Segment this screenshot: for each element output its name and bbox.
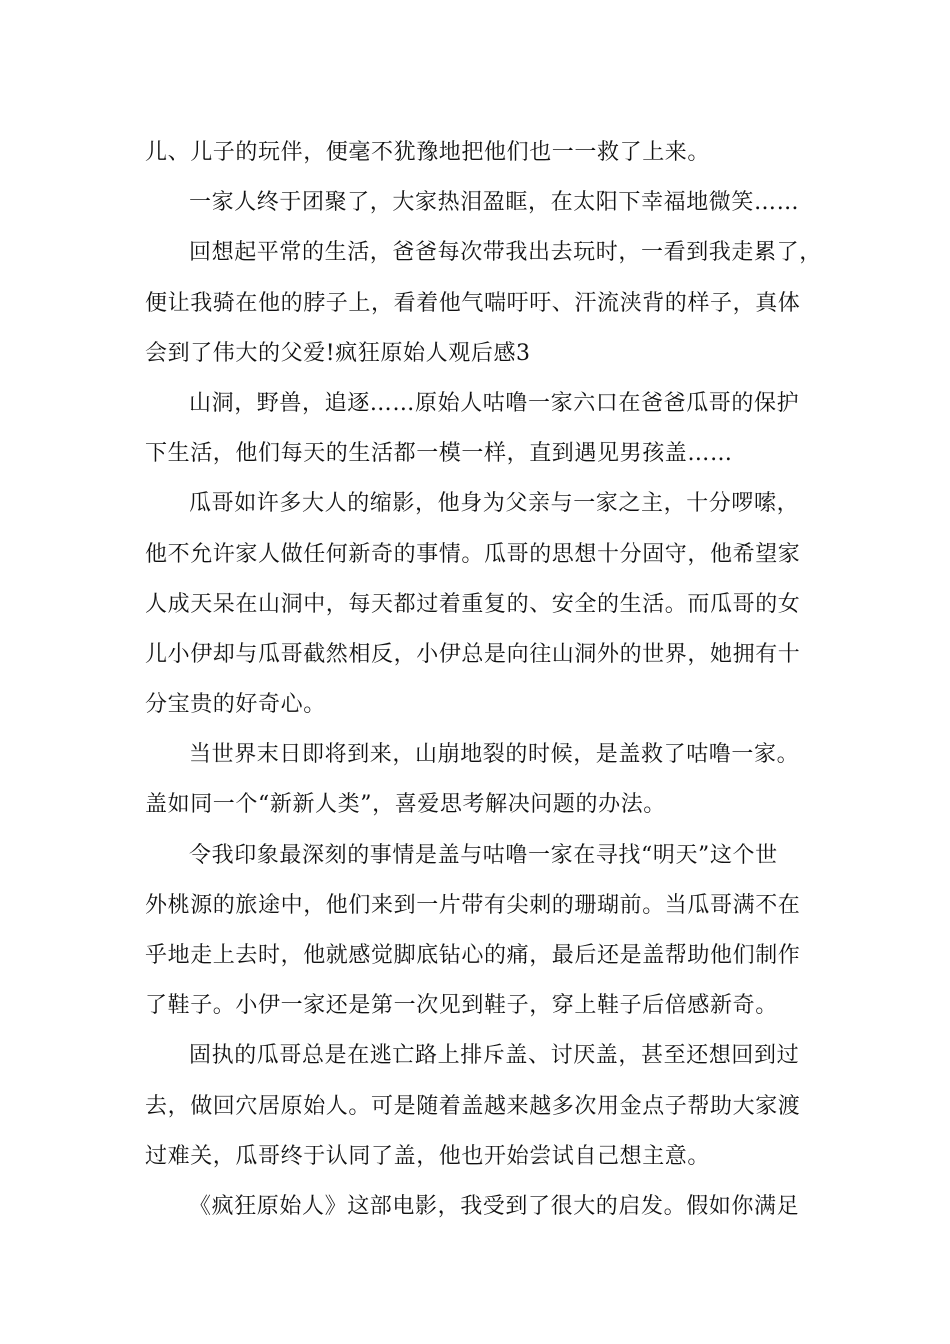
text-line-10: 人成天呆在山洞中，每天都过着重复的、安全的生活。而瓜哥的女: [145, 591, 801, 617]
text-line-3: 回想起平常的生活，爸爸每次带我出去玩时，一看到我走累了，: [189, 240, 822, 266]
text-line-9: 他不允许家人做任何新奇的事情。瓜哥的思想十分固守，他希望家: [145, 541, 801, 567]
text-line-2: 一家人终于团聚了，大家热泪盈眶，在太阳下幸福地微笑……: [189, 190, 800, 216]
text-line-16: 外桃源的旅途中，他们来到一片带有尖刺的珊瑚前。当瓜哥满不在: [145, 892, 801, 918]
text-line-15: 令我印象最深刻的事情是盖与咕噜一家在寻找“明天”这个世: [189, 842, 778, 868]
text-line-5: 会到了伟大的父爱!疯狂原始人观后感3: [145, 340, 531, 366]
text-line-12: 分宝贵的好奇心。: [145, 692, 326, 718]
text-line-22: 《疯狂原始人》这部电影，我受到了很大的启发。假如你满足: [189, 1193, 800, 1219]
text-line-1: 儿、儿子的玩伴，便毫不犹豫地把他们也一一救了上来。: [145, 140, 711, 165]
text-line-4: 便让我骑在他的脖子上，看着他气喘吁吁、汗流浃背的样子，真体: [145, 290, 801, 316]
text-line-7: 下生活，他们每天的生活都一模一样，直到遇见男孩盖……: [145, 441, 733, 467]
text-line-19: 固执的瓜哥总是在逃亡路上排斥盖、讨厌盖，甚至还想回到过: [189, 1043, 800, 1069]
text-line-21: 过难关，瓜哥终于认同了盖，他也开始尝试自己想主意。: [145, 1143, 711, 1169]
text-line-11: 儿小伊却与瓜哥截然相反，小伊总是向往山洞外的世界，她拥有十: [145, 641, 801, 667]
text-line-17: 乎地走上去时，他就感觉脚底钻心的痛，最后还是盖帮助他们制作: [145, 943, 801, 968]
text-line-14: 盖如同一个“新新人类”，喜爱思考解决问题的办法。: [145, 792, 666, 818]
text-line-6: 山洞，野兽，追逐……原始人咕噜一家六口在爸爸瓜哥的保护: [189, 390, 800, 416]
text-line-13: 当世界末日即将到来，山崩地裂的时候，是盖救了咕噜一家。: [189, 742, 800, 768]
document-body: [145, 128, 825, 1232]
text-line-8: 瓜哥如许多大人的缩影，他身为父亲与一家之主，十分啰嗦，: [189, 491, 800, 517]
text-line-18: 了鞋子。小伊一家还是第一次见到鞋子，穿上鞋子后倍感新奇。: [145, 993, 778, 1019]
text-line-20: 去，做回穴居原始人。可是随着盖越来越多次用金点子帮助大家渡: [145, 1093, 801, 1119]
